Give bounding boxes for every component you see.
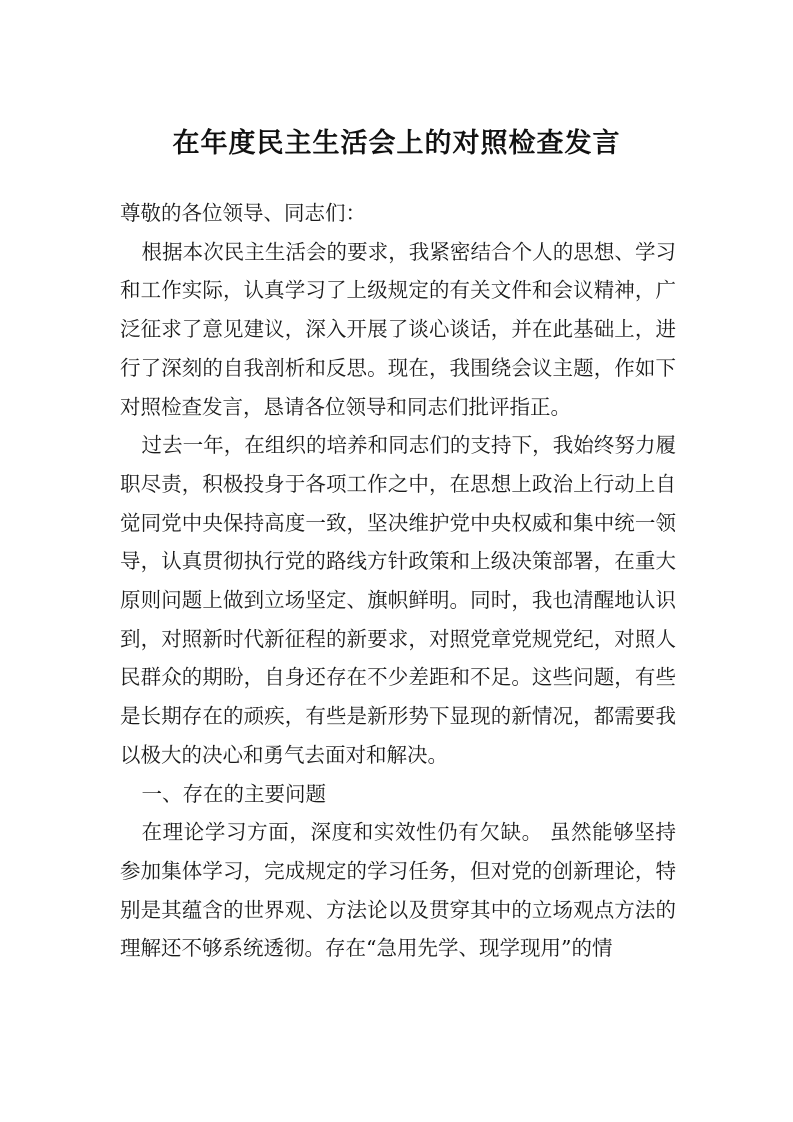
section-heading: 一、存在的主要问题 — [141, 781, 327, 806]
paragraph-intro: 根据本次民主生活会的要求，我紧密结合个人的思想、学习和工作实际，认真学习了上级规定的有关文件和会议精神，广泛征求了意见建议，深入开展了谈心谈话，并在此基础上，进行了深刻的自我剖析和反思。现在，我围绕会议主题，作如下对照检查发言，恳请各位领导和同志们批评指正。 — [120, 239, 676, 419]
paragraph-theory-study: 在理论学习方面，深度和实效性仍有欠缺。 虽然能够坚持参加集体学习，完成规定的学习任务，但对党的创新理论，特别是其蕴含的世界观、方法论以及贯穿其中的立场观点方法的理解还不够系统透彻。存在“急用先学、现学现用”的情 — [120, 820, 676, 961]
document-title: 在年度民主生活会上的对照检查发言 — [172, 128, 621, 159]
document-body — [120, 194, 676, 968]
paragraph-review: 过去一年，在组织的培养和同志们的支持下，我始终努力履职尽责，积极投身于各项工作之中，在思想上政治上行动上自觉同党中央保持高度一致，坚决维护党中央权威和集中统一领导，认真贯彻执行党的路线方针政策和上级决策部署，在重大原则问题上做到立场坚定、旗帜鲜明。同时，我也清醒地认识到，对照新时代新征程的新要求，对照党章党规党纪，对照人民群众的期盼，自身还存在不少差距和不足。这些问题，有些是长期存在的顽疾，有些是新形势下显现的新情况，都需要我以极大的决心和勇气去面对和解决。 — [120, 433, 676, 767]
salutation: 尊敬的各位领导、同志们： — [120, 201, 366, 225]
